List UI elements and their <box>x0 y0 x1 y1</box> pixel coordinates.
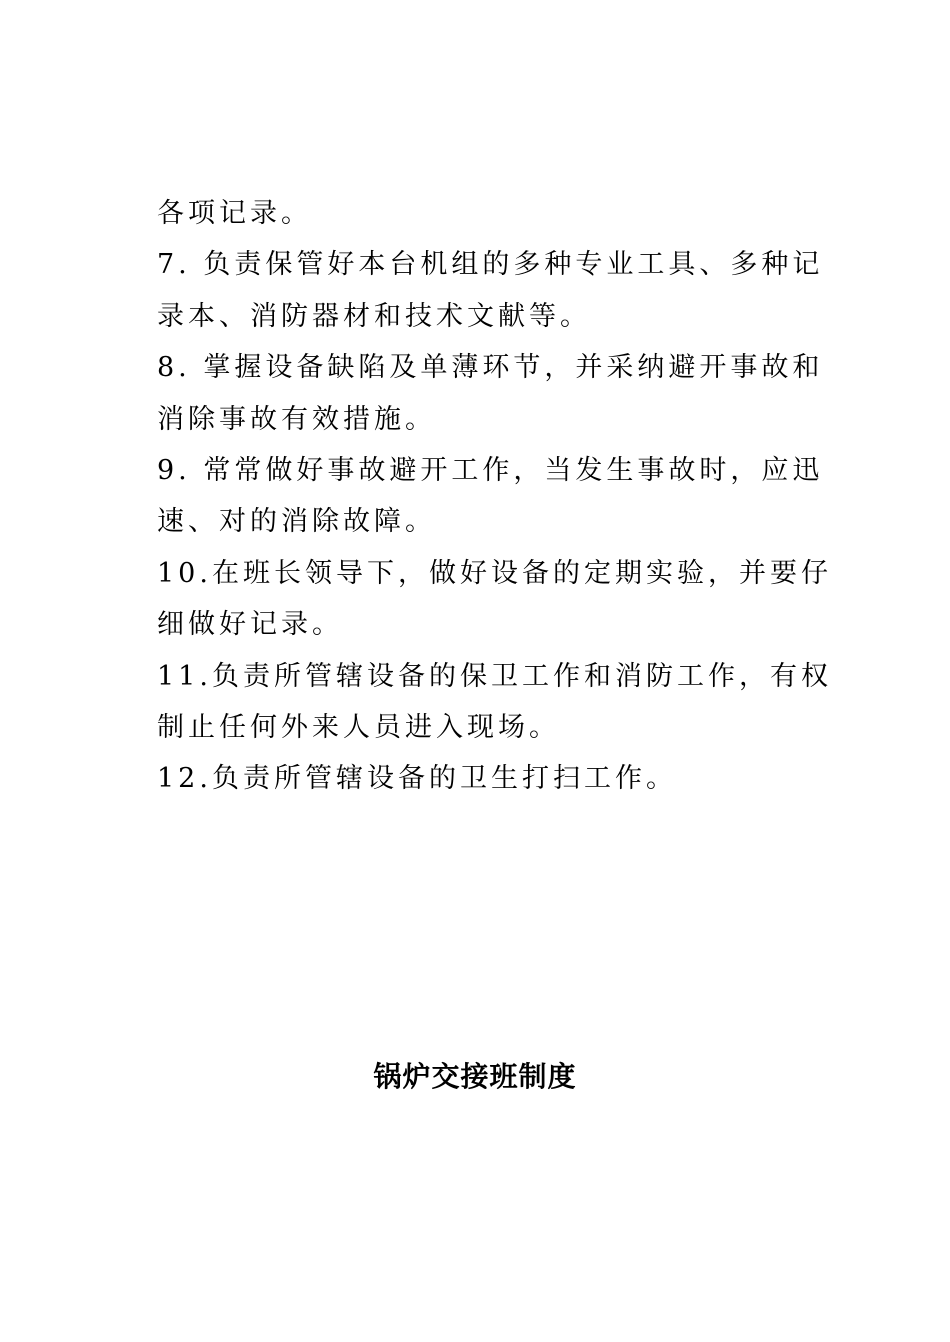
list-item-10-line-1: 10.在班长领导下，做好设备的定期实验，并要仔 <box>157 557 832 589</box>
section-title: 锅炉交接班制度 <box>373 1060 577 1093</box>
list-item-9-line-2: 速、对的消除故障。 <box>157 506 436 538</box>
list-item-12-line-1: 12.负责所管辖设备的卫生打扫工作。 <box>157 763 677 795</box>
list-item-7-line-1: 7. 负责保管好本台机组的多种专业工具、多种记 <box>157 249 824 281</box>
list-item-11-line-1: 11.负责所管辖设备的保卫工作和消防工作，有权 <box>157 660 832 692</box>
list-item-8-line-2: 消除事故有效措施。 <box>157 403 436 435</box>
duty-list <box>157 188 832 805</box>
list-item-7-line-2: 录本、消防器材和技术文献等。 <box>157 300 591 332</box>
list-item-11-line-2: 制止任何外来人员进入现场。 <box>157 711 560 743</box>
list-item-9-line-1: 9. 常常做好事故避开工作，当发生事故时，应迅 <box>157 454 824 486</box>
list-item-8-line-1: 8. 掌握设备缺陷及单薄环节，并采纳避开事故和 <box>157 352 824 384</box>
text-line-continuation: 各项记录。 <box>157 198 312 229</box>
list-item-10-line-2: 细做好记录。 <box>157 609 343 641</box>
